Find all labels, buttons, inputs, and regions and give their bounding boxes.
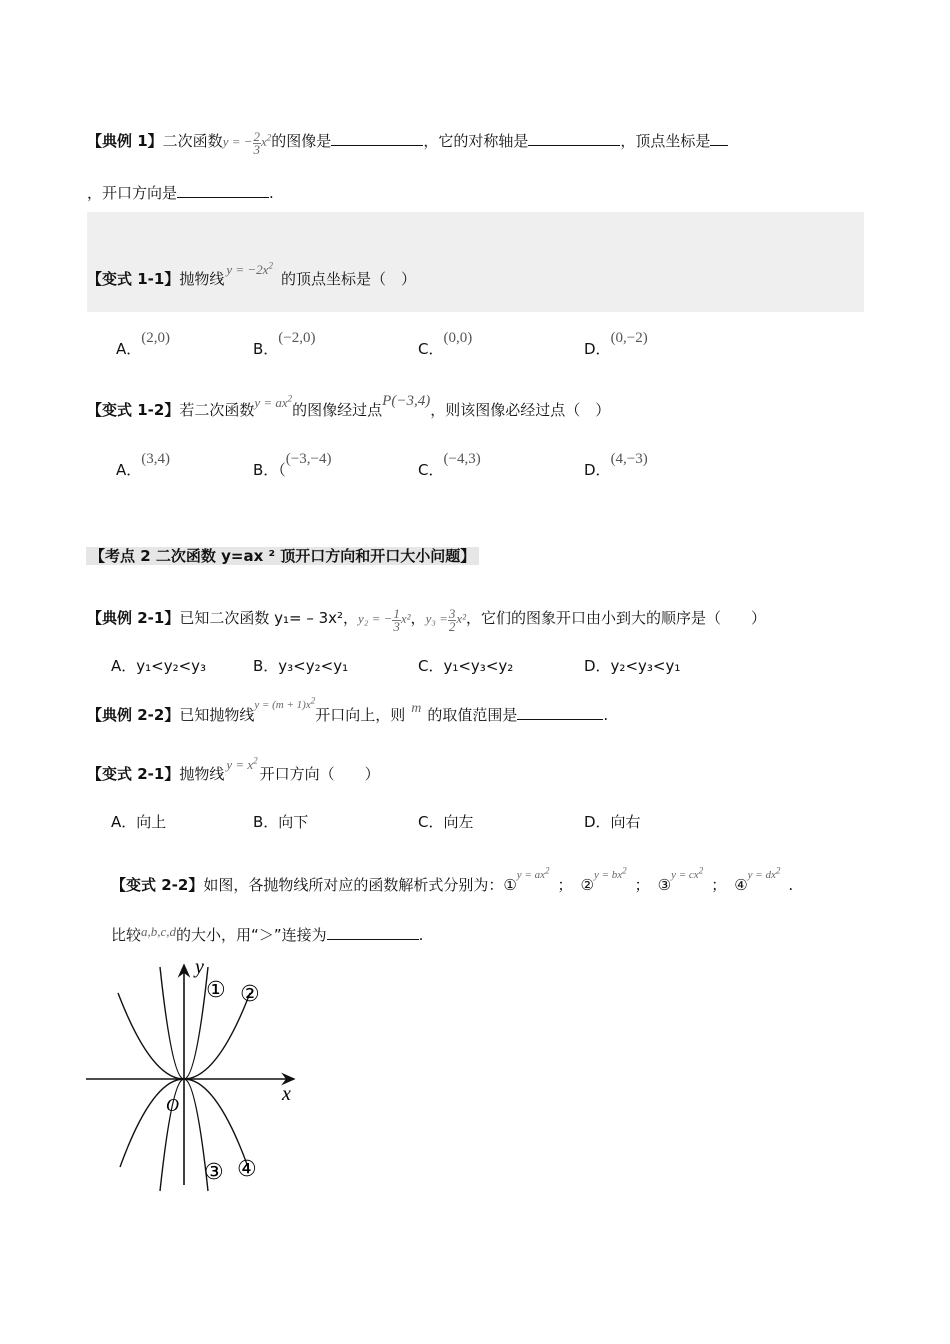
variant-2-2-line-1: 【变式 2-2】如图，各抛物线所对应的函数解析式分别为：①$^{y = ax^2}$； ②$^{y = bx^2}$； ③$^{y = cx^2}$； ④$^{y = dx^2}$. (111, 865, 794, 894)
option-d[interactable]: D．向右 (584, 813, 641, 831)
option-d[interactable]: D．y₂<y₃<y₁ (584, 657, 681, 675)
option-c[interactable]: C．(0,0) (418, 330, 473, 358)
curve-label-4: ④ (237, 1157, 257, 1182)
variant-2-2-line-2: 比较a,b,c,d的大小，用“＞”连接为 . (111, 924, 424, 944)
example-1-line-1: 【典例 1】二次函数y = − $\frac{2}{3}$ $x^2$的图像是 ，它的对称轴是 ，顶点坐标是 (87, 130, 728, 156)
answer-blank[interactable] (710, 131, 728, 146)
option-c[interactable]: C．y₁<y₃<y₂ (418, 657, 514, 675)
curve-label-3: ③ (204, 1160, 224, 1185)
option-a[interactable]: A．(3,4) (116, 451, 171, 479)
example-1-formula: y = − $\frac{2}{3}$ $x^2$ (222, 128, 272, 157)
variant-1-1-formula: $y = -2x^2$ (226, 260, 273, 277)
example-2-1: 【典例 2-1】已知二次函数 y₁= – 3x²，y₂ = − $\frac{1}{3}$ x²，y₃ = $\frac{3}{2}$ x²，它们的图象开口由小到大的顺序是（ ） (87, 605, 767, 634)
example-2-2: 【典例 2-2】已知抛物线$^{y = (m + 1)x^2}$开口向上，则 m 的取值范围是 . (87, 695, 609, 724)
option-a[interactable]: A．向上 (111, 813, 167, 831)
y-axis-label: y (195, 956, 204, 978)
answer-blank[interactable] (517, 705, 603, 720)
answer-blank[interactable] (331, 131, 423, 146)
example-1-line-2: ，开口方向是 . (87, 184, 274, 202)
curve-label-1: ① (206, 978, 226, 1003)
variant-1-1: 【变式 1-1】抛物线$y = -2x^2$的顶点坐标是（ ） (87, 260, 416, 288)
option-d[interactable]: D．(4,−3) (584, 451, 648, 479)
option-a[interactable]: A．(2,0) (116, 330, 171, 358)
option-b[interactable]: B．(−2,0) (253, 330, 316, 358)
x-axis-label: x (282, 1083, 291, 1105)
option-d[interactable]: D．(0,−2) (584, 330, 648, 358)
curve-label-2: ② (240, 982, 260, 1007)
option-c[interactable]: C．(−4,3) (418, 451, 481, 479)
section-2-title: 【考点 2 二次函数 y=ax ² 顶开口方向和开口大小问题】 (86, 545, 479, 566)
option-c[interactable]: C．向左 (418, 813, 474, 831)
example-1-tag: 【典例 1】 (87, 132, 163, 150)
option-b[interactable]: B．向下 (253, 813, 309, 831)
parabola-figure (80, 955, 310, 1195)
answer-blank[interactable] (528, 131, 620, 146)
origin-label: O (166, 1095, 179, 1115)
variant-2-1: 【变式 2-1】抛物线$y = x^2$开口方向（ ） (87, 755, 380, 783)
variant-1-2: 【变式 1-2】若二次函数$y = ax^2$的图像经过点P(−3,4)，则该图像必经过点（ ） (87, 393, 611, 419)
answer-blank[interactable] (177, 183, 269, 198)
option-a[interactable]: A．y₁<y₂<y₃ (111, 657, 207, 675)
highlight-box (87, 212, 864, 312)
option-b[interactable]: B．y₃<y₂<y₁ (253, 657, 349, 675)
option-b[interactable]: B．（(−3,−4) (253, 451, 332, 479)
answer-blank[interactable] (327, 925, 419, 940)
